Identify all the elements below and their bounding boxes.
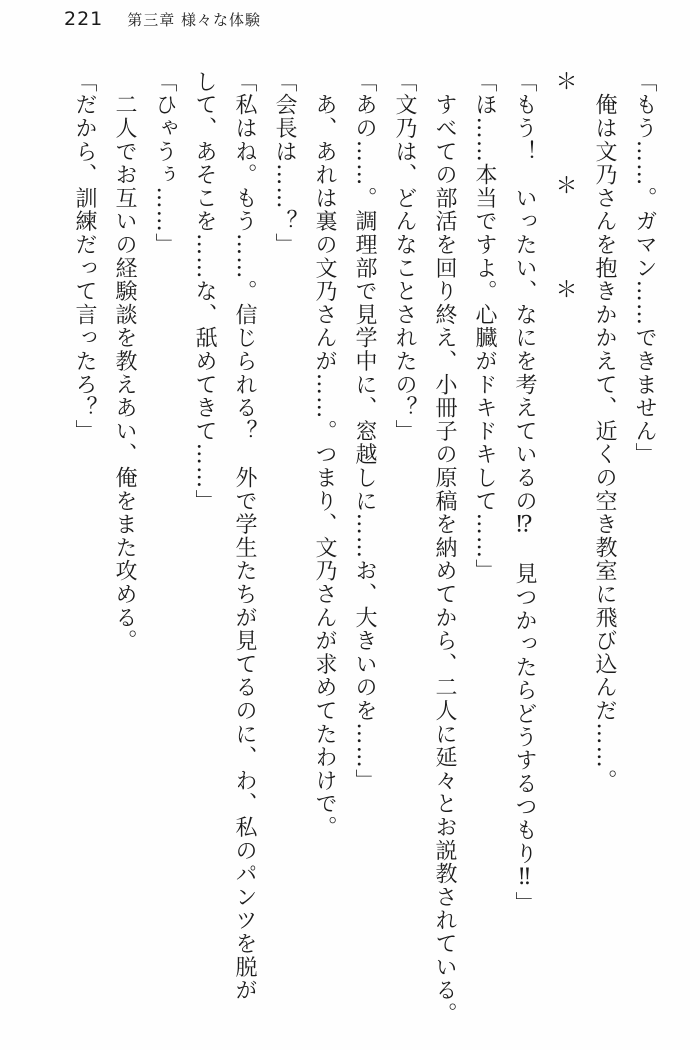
text-column: 俺は文乃さんを抱きかかえて、近くの空き教室に飛び込んだ……。 xyxy=(592,70,617,793)
text-column: 「もう！ いったい、なにを考えているの⁉ 見つかったらどうするつもり‼」 xyxy=(512,70,537,915)
text-column: 「だから、訓練だって言ったろ？」 xyxy=(72,70,97,443)
text-column: 二人でお互いの経験談を教えあい、俺をまた攻める。 xyxy=(112,70,137,653)
text-column: 「もう……。ガマン……できません」 xyxy=(632,70,657,467)
page-body xyxy=(64,70,664,1032)
text-column: 「ほ……本当ですよ。心臓がドキドキして……」 xyxy=(472,70,497,583)
page-number: 221 xyxy=(64,8,104,30)
chapter-title: 第三章 様々な体験 xyxy=(127,11,262,29)
text-column: 「あの……。調理部で見学中に、窓越しに……お、大きいのを……」 xyxy=(352,70,377,793)
text-column: して、あそこを……な、舐めてきて……」 xyxy=(192,70,217,513)
text-column: あ、あれは裏の文乃さんが……。つまり、文乃さんが求めてたわけで。 xyxy=(312,70,337,839)
text-column: 「会長は……？」 xyxy=(272,70,297,257)
page-header xyxy=(64,8,261,30)
text-column: すべての部活を回り終え、小冊子の原稿を納めてから、二人に延々とお説教されている。 xyxy=(432,70,457,1026)
text-column: 「ひゃうぅ……」 xyxy=(152,70,177,257)
text-column: 「文乃は、どんなことされたの？」 xyxy=(392,70,417,443)
text-column: 「私はね。もう……。信じられる？ 外で学生たちが見てるのに、わ、私のパンツを脱が xyxy=(232,70,257,1002)
section-separator: ＊＊＊ xyxy=(552,70,577,382)
